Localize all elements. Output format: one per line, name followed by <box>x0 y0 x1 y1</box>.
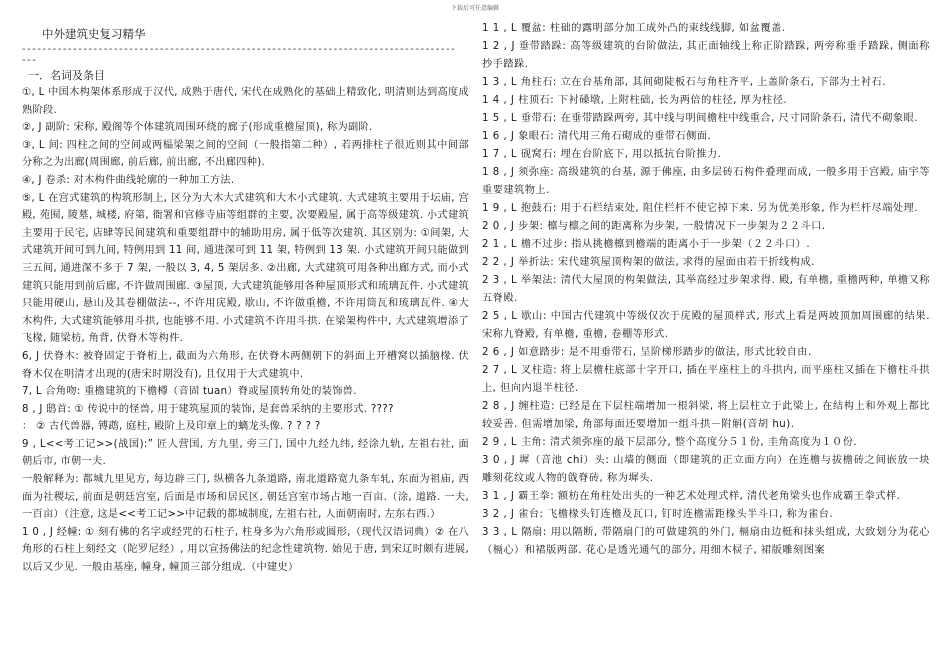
paragraph: 2 2 , J 举折法: 宋代建筑屋顶构架的做法, 求得的屋面由若干折线构成. <box>482 257 815 268</box>
paragraph: 2 8 , J 缠柱造: 已经是在下层柱端增加一根斜梁, 将上层柱立于此梁上, 在结构上和外观上都比较妥善. 但需增加梁, 角部每面还要增加一组斗拱－附斛(音胡 hu). <box>482 401 930 430</box>
paragraph: 7, L 合角吻: 重檐建筑的下檐樽（音固 tuan）脊或屋顶转角处的装饰兽. <box>22 386 357 398</box>
paragraph: 8 , J 鸱首: ① 传说中的怪兽, 用于建筑屋顶的装饰, 是套兽采纳的主要形式. ???? <box>22 403 394 415</box>
paragraph: 2 9 , L 主角: 清式须弥座的最下层部分, 整个高度分５１份, 圭角高度为１０份. <box>482 437 858 448</box>
section-heading: 一．名词及条目 <box>28 69 105 82</box>
paragraph: 3 2 , J 雀台: 飞檐椽头钉连檐及瓦口, 钉时连檐需距椽头半斗口, 称为雀台. <box>482 509 834 520</box>
paragraph: ⑤, L 在宫式建筑的构筑形制上, 区分为大木大式建筑和大木小式建筑. 大式建筑主要用于坛庙, 宫殿, 苑囿, 陵墓, 城楼, 府第, 衙署和官修寺庙等组群的主要, 次要殿屋, 属于高等级建筑. 小式建筑主要用于民宅, 店肆等民间建筑和重要组群中的辅助用房, 属于低等次建筑. 其区别为: ①间架, 大式建筑开间可到九间, 特例用到 11 间, 通进深可到 11 架, 特例到 13 架. 小式建筑开间只能做到三五间, 通进深不多于 7 架, 一般以 3, 4, 5 架居多. ②出廊, 大式建筑可用各种出廊方式, 而小式建筑只能用到前后廊, 不许做周围廊. ③屋顶, 大式建筑能够用各种屋顶形式和琉璃瓦件. 小式建筑只能用硬山, 悬山及其卷棚做法--, 不许用庑殿, 歇山, 不许做重檐, 不许用筒瓦和琉璃瓦件. ④大木构件, 大式建筑能够用斗拱, 也能够不用. 小式建筑不许用斗拱. 在梁架构件中, 大式建筑增添了飞椽, 随梁枋, 角背, 伏脊木等构件. <box>22 192 469 345</box>
paragraph: 1 8 , J 须弥座: 高级建筑的台基, 源于佛座, 由多层砖石构件叠理而成, 一般多用于宫殿, 庙宇等重要建筑物上. <box>482 167 930 196</box>
paragraph: 1 4 , J 柱顶石: 下衬磉墩, 上附柱础, 长为两倍的柱径, 厚为柱径. <box>482 95 788 106</box>
paragraph: 2 7 , L 叉柱造: 将上层檐柱底部十字开口, 插在平座柱上的斗拱内, 而平座柱又插在下檐柱斗拱上, 但向内退半柱径. <box>482 365 930 394</box>
paragraph: 2 1 , L 檐不过步: 指从挑檐檩到檐端的距离小于一步架（２２斗口）. <box>482 239 811 250</box>
paragraph: 3 1 , J 霸王拳: 额枋在角柱处出头的一种艺术处理式样, 清代老角梁头也作成霸王拳式样. <box>482 491 901 502</box>
top-note: 下载后可任意编辑 <box>450 5 499 12</box>
paragraph: ④, J 卷杀: 对木构件曲线轮廓的一种加工方法. <box>22 174 235 186</box>
paragraph: 2 3 , L 举架法: 清代大屋顶的构架做法, 其举高经过步架求得. 殿, 有单檐, 重檐两种, 单檐又称五脊殿. <box>482 275 930 304</box>
paragraph: 1 3 , L 角柱石: 立在台基角部, 其间砌陡板石与角柱齐平, 上盖阶条石, 下部为土衬石. <box>482 77 886 88</box>
paragraph: 1 2 , J 垂带踏跺: 高等级建筑的台阶做法, 其正面轴线上称正阶踏跺, 两旁称垂手踏跺, 侧面称抄手踏跺. <box>482 41 930 70</box>
document-title: 中外建筑史复习精华 <box>42 27 146 41</box>
paragraph: ②, J 副阶: 宋称, 殿阁等个体建筑周围环绕的廊子(形成重檐屋顶), 称为副阶. <box>22 122 373 134</box>
divider-tail: --- <box>22 55 38 66</box>
paragraph: 1 1 , L 覆盆: 柱础的露明部分加工成外凸的束线线脚, 如盆覆盖. <box>482 23 786 34</box>
paragraph: ： ② 古代兽器, 镈鹉, 庭柱, 殿阶上及印章上的螭龙头像. ? ? ? ? <box>22 421 321 433</box>
paragraph: ①, L 中国木构架体系形成于汉代, 成熟于唐代, 宋代在成熟化的基础上精致化, 明清则达到高度成熟阶段. <box>22 87 469 116</box>
paragraph: 1 6 , J 象眼石: 清代用三角石砌成的垂带石侧面. <box>482 131 712 142</box>
paragraph: 1 0 , J 经幢: ① 刻有佛的名字或经咒的石柱子, 柱身多为六角形或圆形,（现代汉语词典）② 在八角形的石柱上刻经文（陀罗尼经）, 用以宣扬佛法的纪念性建筑物. 始见于唐, 到宋辽时颇有进展, 以后又少见. 一般由基座, 幢身, 幢顶三部分组成.（中建史） <box>22 526 469 574</box>
paragraph: 6, J 伏脊木: 被脊固定于脊桁上, 截面为六角形, 在伏脊木两侧朝下的斜面上开槽窝以插脑椽. 伏脊木仅在明清才出现的(唐宋时期没有), 且仅用于大式建筑中. <box>22 350 469 380</box>
paragraph: 9 , L<<考工记>>(战国):” 匠人营国, 方九里, 旁三门, 国中九经九纬, 经涂九轨, 左祖右社, 面朝后市, 市朝一夫. <box>22 438 469 468</box>
paragraph: 3 3 , L 隔扇: 用以隔断, 带隔扇门的可做建筑的外门, 槅扇由边梃和抹头组成, 大致划分为花心（槅心）和裙版两部. 花心是透光通气的部分, 用细木棂子, 裙版雕刻图案 <box>482 527 930 556</box>
paragraph: 1 7 , L 砚窝石: 埋在台阶底下, 用以抵抗台阶推力. <box>482 149 722 160</box>
paragraph: 3 0 , J 墀（音池 chi）头: 山墙的侧面（即建筑的正立面方向）在连檐与拔檐砖之间嵌放一块雕刻花纹或人物的戗脊砖, 称为墀头. <box>482 455 930 484</box>
right-column <box>482 20 930 672</box>
paragraph: 2 6 , J 如意踏步: 是不用垂带石, 呈阶梯形踏步的做法, 形式比较自由. <box>482 347 812 358</box>
left-column <box>22 20 469 672</box>
paragraph: 2 0 , J 步架: 檩与檩之间的距离称为步架, 一般情况下一步架为２２斗口. <box>482 221 826 232</box>
paragraph: 2 5 , L 歇山: 中国古代建筑中等级仅次于庑殿的屋顶样式, 形式上看是两坡顶加周围廊的结果. 宋称九脊殿, 有单檐, 重檐, 卷棚等形式. <box>482 311 930 340</box>
paragraph: 1 9 , L 抱鼓石: 用于石栏结束处, 阻住栏杆不使它掉下来. 另为优美形象, 作为栏杆尽端处理. <box>482 203 919 214</box>
paragraph: 一般解释为: 都城九里见方, 每边辟三门, 纵横各九条道路, 南北道路宽九条车轧, 东面为祖庙, 西面为社稷坛, 前面是朝廷宫室, 后面是市场和居民区, 朝廷宫室市场占地一百亩.（涂, 道路. 一夫, 一百亩）（注意, 这是<<考工记>>中记载的都城制度, 左祖右社, 人面朝南时, 左东右西.） <box>22 474 469 521</box>
divider-line: ------------------------------------------------------------------------------------- <box>22 44 457 55</box>
paragraph: ③, L 间: 四柱之间的空间或两榀梁架之间的空间（一般指第二种）, 若两排柱子很近则其中间部分称之为出廊(周围廊, 前后廊, 前出廊, 不出廊四种). <box>22 139 469 169</box>
paragraph: 1 5 , L 垂带石: 在垂带踏跺两旁, 其中线与明间檐柱中线重合, 尺寸同阶条石, 清代不砌象眼. <box>482 113 919 124</box>
